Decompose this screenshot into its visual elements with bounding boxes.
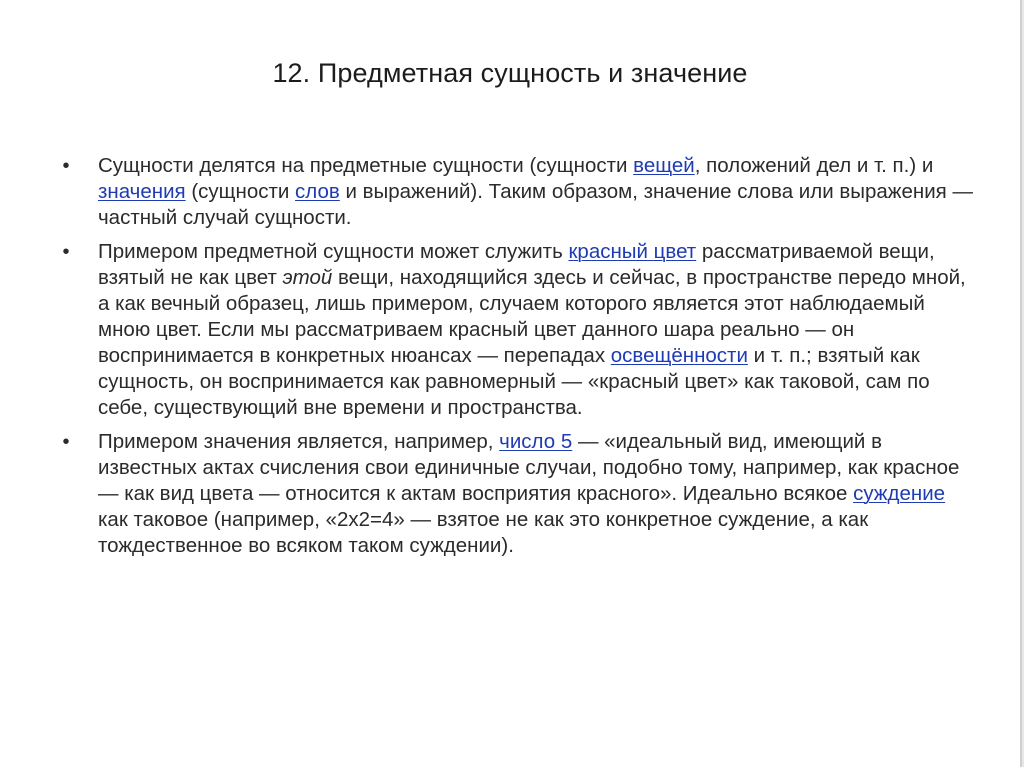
bullet-text: вещи, находящийся здесь и сейчас, в пространстве передо мной, а как вечный образец, лишь примером, случаем которого является этот наблюдаемый мною цвет. Если мы рассматриваем красный цвет данного шара реально — он воспринимается в конкретных нюансах — перепадах	[98, 266, 966, 367]
bullet-text: , положений дел и т. п.) и	[694, 154, 934, 177]
link-krasny-tsvet[interactable]: красный цвет	[568, 240, 697, 263]
bullet-marker: •	[62, 241, 70, 263]
bullet-text: Примером предметной сущности может служить	[98, 240, 569, 263]
bullet-text: рассматриваемой вещи, взятый не как цвет	[98, 240, 935, 289]
bullet-text: (сущности	[185, 180, 296, 203]
slide-title: 12. Предметная сущность и значение	[272, 58, 748, 88]
link-osveshchennosti[interactable]: освещённости	[610, 344, 748, 367]
bullet-list	[58, 153, 978, 567]
bullet-marker: •	[62, 155, 70, 177]
bullet-text: как таковое (например, «2x2=4» — взятое не как это конкретное суждение, а как тождественное во всяком таком суждении).	[98, 508, 869, 557]
bullet-text: и выражений). Таким образом, значение слова или выражения — частный случай сущности.	[98, 180, 973, 229]
link-slov[interactable]: слов	[295, 180, 340, 203]
bullet-marker: •	[62, 431, 70, 453]
bullet-item	[58, 429, 978, 559]
bullet-text: Сущности делятся на предметные сущности (сущности	[98, 154, 634, 177]
link-chislo-5[interactable]: число 5	[499, 430, 573, 453]
bullet-text: Примером значения является, например,	[98, 430, 500, 453]
link-znacheniya[interactable]: значения	[98, 180, 186, 203]
emphasis-etoy: этой	[282, 266, 333, 289]
link-suzhdenie[interactable]: суждение	[853, 482, 946, 505]
bullet-item	[58, 153, 978, 231]
link-veshchey[interactable]: вещей	[633, 154, 695, 177]
bullet-text: — «идеальный вид, имеющий в известных актах счисления свои единичные случаи, подобно тому, например, как красное — как вид цвета — относится к актам восприятия красного». Идеально всякое	[98, 430, 960, 505]
bullet-text: и т. п.; взятый как сущность, он воспринимается как равномерный — «красный цвет» как таковой, сам по себе, существующий вне времени и пространства.	[98, 344, 930, 419]
bullet-item	[58, 239, 978, 421]
